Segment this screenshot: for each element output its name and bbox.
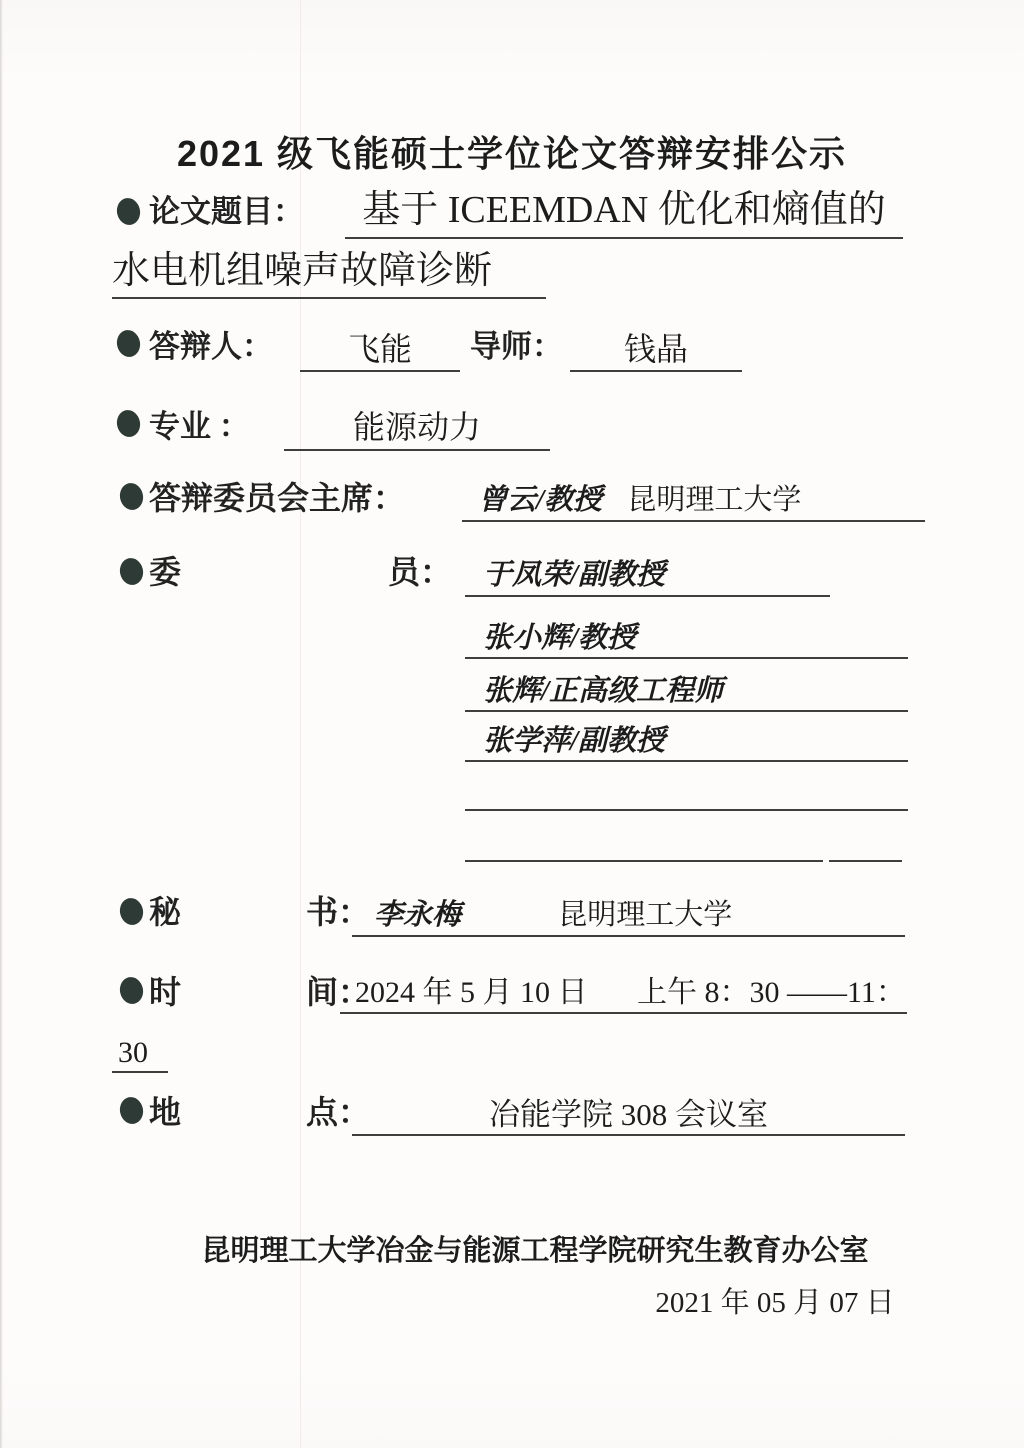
place-label-left: 地 xyxy=(149,1094,182,1130)
place-value: 冶能学院 308 会议室 xyxy=(352,1094,905,1136)
member-line: 于凤荣/副教授 xyxy=(465,554,830,597)
topic-value-line2: 水电机组噪声故障诊断 xyxy=(112,244,546,299)
member-line: 张学萍/副教授 xyxy=(465,720,908,762)
time-range: 上午 8：30 ——11： xyxy=(637,976,906,1009)
bullet-icon xyxy=(117,975,145,1006)
members-label-right: 员： xyxy=(388,554,453,590)
bullet-icon xyxy=(114,328,142,359)
chair-affiliation: 昆明理工大学 xyxy=(627,484,802,516)
defender-value: 飞能 xyxy=(300,326,460,372)
member-line-empty-segment xyxy=(829,820,902,862)
footer-office: 昆明理工大学冶金与能源工程学院研究生教育办公室 xyxy=(201,1235,869,1267)
bullet-icon xyxy=(117,481,145,512)
time-label-left: 时 xyxy=(149,974,182,1010)
place-label-right: 点： xyxy=(306,1094,371,1130)
bullet-icon xyxy=(117,1095,145,1126)
bullet-icon xyxy=(117,556,145,587)
time-wrap: 30 xyxy=(112,1033,168,1073)
supervisor-value: 钱晶 xyxy=(570,326,742,372)
secretary-label-right: 书： xyxy=(306,894,371,930)
time-date: 2024 年 5 月 10 日 xyxy=(355,976,588,1009)
secretary-label-left: 秘 xyxy=(149,894,182,930)
secretary-name: 李永梅 xyxy=(374,899,462,931)
member-line: 张辉/正高级工程师 xyxy=(465,670,908,712)
bullet-icon xyxy=(114,408,142,439)
topic-label: 论文题目： xyxy=(149,194,304,229)
member-line-empty xyxy=(465,820,823,862)
defender-label: 答辩人： xyxy=(149,329,273,364)
chair-label: 答辩委员会主席： xyxy=(149,480,406,516)
member-line-empty xyxy=(465,769,908,811)
topic-value-line1: 基于 ICEEMDAN 优化和熵值的 xyxy=(345,182,903,239)
major-label: 专业 ： xyxy=(149,409,250,444)
bullet-icon xyxy=(117,896,145,927)
scan-edge-shadow xyxy=(0,0,3,1448)
major-value: 能源动力 xyxy=(284,404,550,451)
page-title: 2021 级飞能硕士学位论文答辩安排公示 xyxy=(176,133,848,174)
secretary-affiliation: 昆明理工大学 xyxy=(558,899,733,931)
chair-name: 曾云/教授 xyxy=(478,484,603,516)
supervisor-label: 导师： xyxy=(470,329,563,364)
footer-date: 2021 年 05 月 07 日 xyxy=(655,1287,895,1319)
time-label-right: 间： xyxy=(306,974,371,1010)
members-label-left: 委 xyxy=(149,554,182,590)
member-line: 张小辉/教授 xyxy=(465,617,908,659)
bullet-icon xyxy=(114,196,142,227)
